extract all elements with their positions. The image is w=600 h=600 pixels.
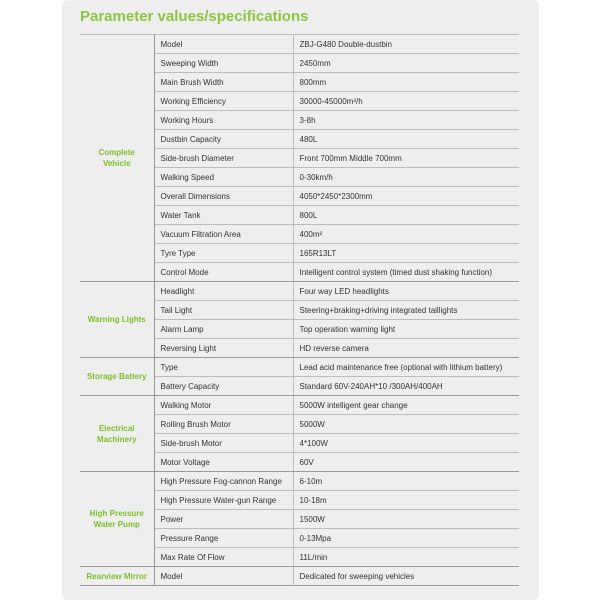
spec-label: Overall Dimensions [154,187,293,206]
spec-value: 0-30km/h [293,168,519,187]
spec-label: Power [154,510,293,529]
spec-label: Model [154,35,293,54]
spec-label: Tail Light [154,301,293,320]
spec-label: Water Tank [154,206,293,225]
category-label: Warning Lights [80,282,154,358]
spec-row [80,472,519,491]
category-label: High Pressure Water Pump [80,472,154,567]
spec-label: Walking Motor [154,396,293,415]
spec-label: Max Rate Of Flow [154,548,293,567]
spec-value: 5000W intelligent gear change [293,396,519,415]
spec-label: High Pressure Water-gun Range [154,491,293,510]
spec-value: HD reverse camera [293,339,519,358]
category-label: Storage Battery [80,358,154,396]
spec-label: Battery Capacity [154,377,293,396]
spec-label: Reversing Light [154,339,293,358]
spec-value: Top operation warning light [293,320,519,339]
spec-value: 800mm [293,73,519,92]
spec-value: ZBJ-G480 Double-dustbin [293,35,519,54]
spec-value: Four way LED headlights [293,282,519,301]
spec-label: Alarm Lamp [154,320,293,339]
spec-value: 6-10m [293,472,519,491]
category-label: Rearview Mirror [80,567,154,586]
spec-value: 400m² [293,225,519,244]
spec-label: Vacuum Filtration Area [154,225,293,244]
spec-row [80,358,519,377]
spec-value: Front 700mm Middle 700mm [293,149,519,168]
spec-value: 30000-45000m²/h [293,92,519,111]
spec-value: 2450mm [293,54,519,73]
category-label: Electrical Machinery [80,396,154,472]
spec-label: Dustbin Capacity [154,130,293,149]
spec-value: 3-8h [293,111,519,130]
spec-label: High Pressure Fog-cannon Range [154,472,293,491]
spec-label: Sweeping Width [154,54,293,73]
spec-value: 60V [293,453,519,472]
spec-label: Type [154,358,293,377]
spec-label: Working Hours [154,111,293,130]
spec-label: Rolling Brush Motor [154,415,293,434]
spec-value: 11L/min [293,548,519,567]
page-title: Parameter values/specifications [80,8,309,25]
category-label: Complete Vehicle [80,35,154,282]
spec-label: Control Mode [154,263,293,282]
spec-label: Side-brush Diameter [154,149,293,168]
spec-row [80,35,519,54]
spec-label: Pressure Range [154,529,293,548]
spec-value: Steering+braking+driving integrated taillights [293,301,519,320]
spec-value: 480L [293,130,519,149]
spec-label: Side-brush Motor [154,434,293,453]
spec-value: 10-18m [293,491,519,510]
spec-value: 4*100W [293,434,519,453]
spec-value: 5000W [293,415,519,434]
spec-value: Intelligent control system (timed dust shaking function) [293,263,519,282]
spec-row [80,567,519,586]
spec-value: 4050*2450*2300mm [293,187,519,206]
spec-label: Working Efficiency [154,92,293,111]
spec-label: Model [154,567,293,586]
spec-row [80,396,519,415]
spec-value: 1500W [293,510,519,529]
spec-table [80,34,519,586]
spec-row [80,282,519,301]
spec-label: Motor Voltage [154,453,293,472]
spec-value: Dedicated for sweeping vehicles [293,567,519,586]
spec-label: Walking Speed [154,168,293,187]
spec-label: Main Brush Width [154,73,293,92]
spec-value: 800L [293,206,519,225]
spec-value: Standard 60V-240AH*10 /300AH/400AH [293,377,519,396]
spec-label: Headlight [154,282,293,301]
spec-value: 165R13LT [293,244,519,263]
spec-value: 0-13Mpa [293,529,519,548]
spec-value: Lead acid maintenance free (optional with lithium battery) [293,358,519,377]
spec-label: Tyre Type [154,244,293,263]
